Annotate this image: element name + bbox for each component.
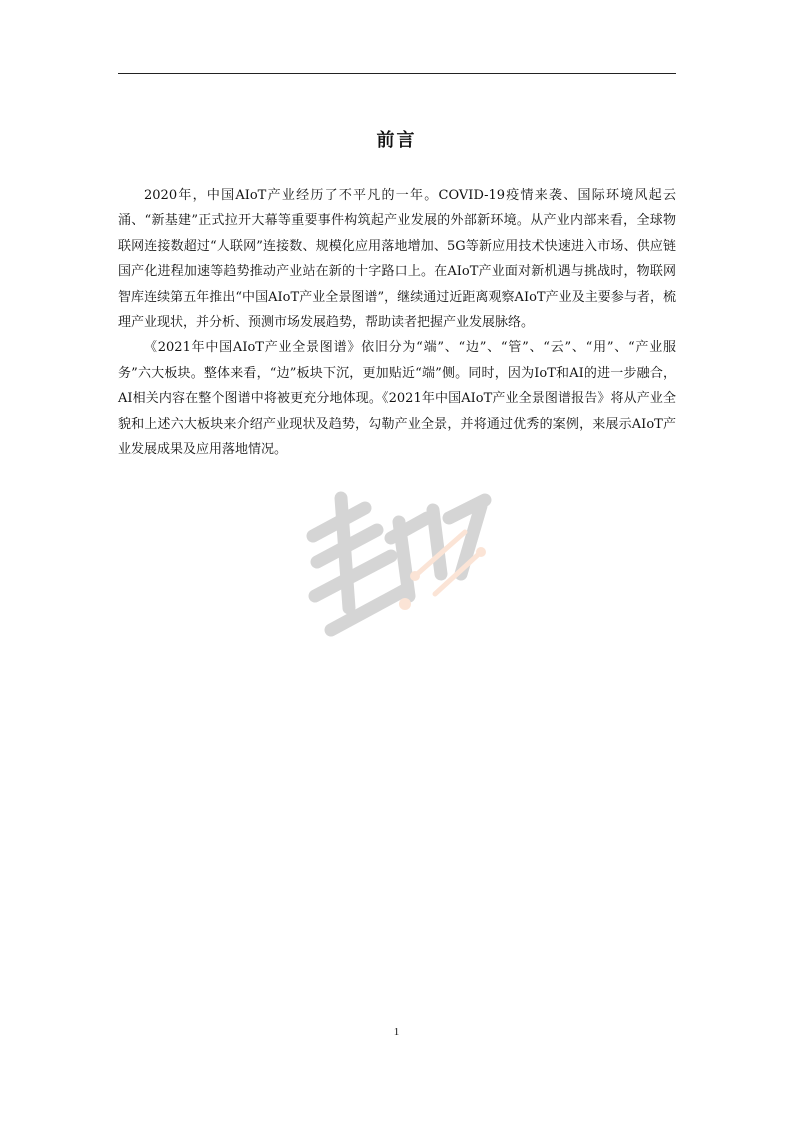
paragraph-2: 《2021年中国AIoT产业全景图谱》依旧分为“端”、“边”、“管”、“云”、“用”、“产业服务”六大板块。整体来看，“边”板块下沉，更加贴近“端”侧。同时，因为IoT和AI的进一步融合，AI相关内容在整个图谱中将被更充分地体现。《2021年中国AIoT产业全景图谱报告》将从产业全貌和上述六大板块来介绍产业现状及趋势，勾勒产业全景，并将通过优秀的案例，来展示AIoT产业发展成果及应用落地情况。 (118, 340, 676, 458)
page-number: 1 (393, 1026, 400, 1038)
page-title: 前言 (376, 130, 417, 151)
header-rule (118, 73, 676, 74)
paragraph-1: 2020年，中国AIoT产业经历了不平凡的一年。COVID-19疫情来袭、国际环境风起云涌、“新基建”正式拉开大幕等重要事件构筑起产业发展的外部新环境。从产业内部来看，全球物联网连接数超过“人联网”连接数、规模化应用落地增加、5G等新应用技术快速进入市场、供应链国产化进程加速等趋势推动产业站在新的十字路口上。在AIoT产业面对新机遇与挑战时，物联网智库连续第五年推出“中国AIoT产业全景图谱”，继续通过近距离观察AIoT产业及主要参与者，梳理产业现状，并分析、预测市场发展趋势，帮助读者把握产业发展脉络。 (118, 188, 676, 331)
body-text (118, 183, 676, 462)
logo-watermark-icon (295, 478, 505, 648)
